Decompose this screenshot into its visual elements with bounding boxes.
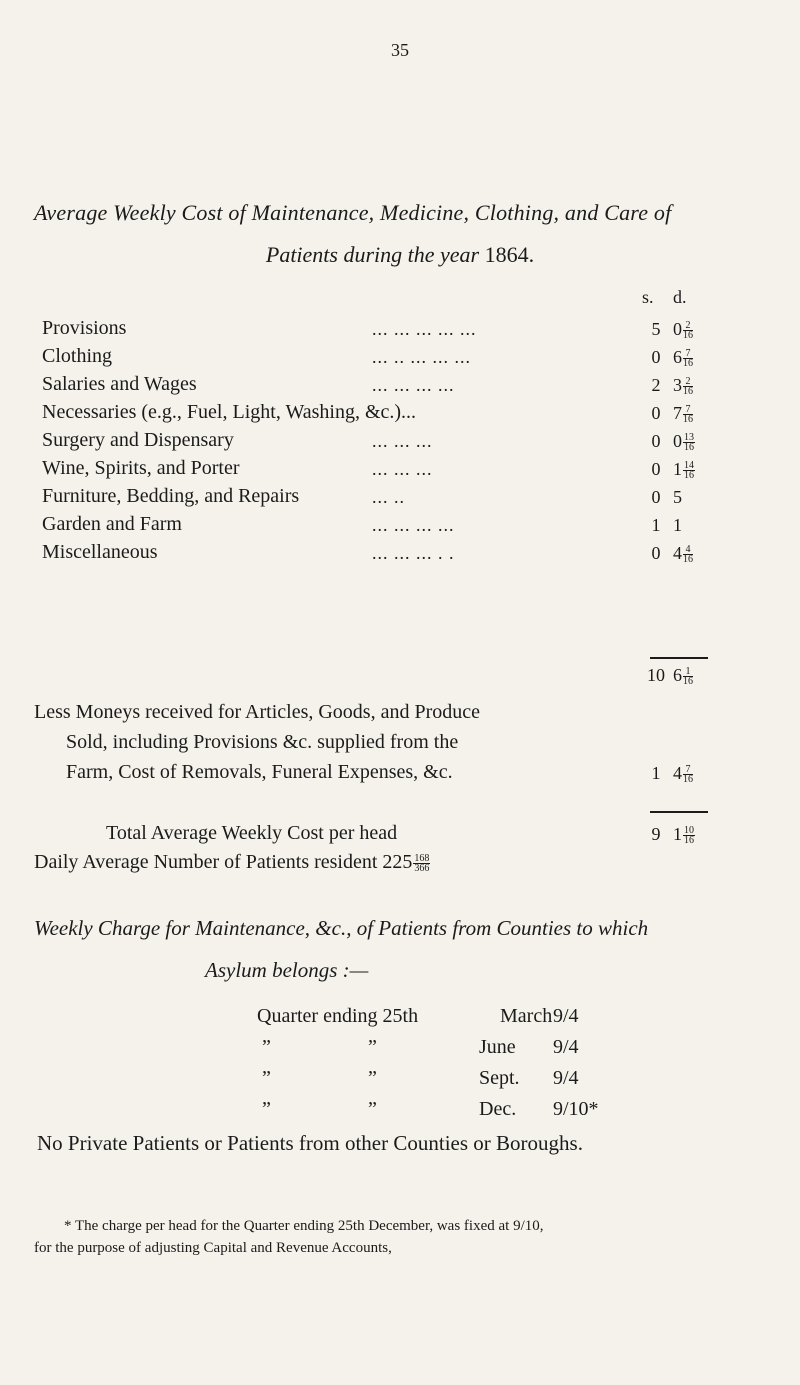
ditto-mark: ” xyxy=(262,1036,271,1058)
item-pence xyxy=(673,319,693,340)
ditto-mark: ” xyxy=(368,1067,377,1089)
fraction-denominator: 16 xyxy=(683,386,693,398)
leader-dots: ... ... ... ... ... xyxy=(372,319,477,339)
no-private-note: No Private Patients or Patients from other Counties or Boroughs. xyxy=(37,1131,583,1155)
less-line2: Sold, including Provisions &c. supplied from the xyxy=(66,731,459,753)
item-pence-fraction xyxy=(683,349,693,368)
item-pence-whole: 3 xyxy=(673,375,682,395)
less-shillings: 1 xyxy=(651,763,661,783)
item-pence-fraction xyxy=(683,461,695,480)
item-shillings: 0 xyxy=(651,459,661,479)
total-rule xyxy=(650,811,708,813)
shillings-header: s. xyxy=(642,287,654,307)
total-shillings: 9 xyxy=(651,824,661,844)
quarter-month: Sept. xyxy=(479,1067,520,1089)
ditto-mark: ” xyxy=(262,1067,271,1089)
fraction-numerator: 7 xyxy=(683,349,693,359)
fraction-denominator: 16 xyxy=(683,554,693,566)
subtotal-pence-fraction xyxy=(683,667,693,686)
weekly-charge-title-line2: Asylum belongs :— xyxy=(205,958,369,982)
leader-dots: ... .. ... ... ... xyxy=(372,347,471,367)
title-line2-text: Patients during the year xyxy=(265,242,480,267)
daily-average xyxy=(34,851,430,874)
fraction-numerator: 10 xyxy=(684,825,694,837)
item-label: Salaries and Wages xyxy=(42,373,197,395)
item-pence-fraction xyxy=(683,377,693,396)
item-pence-whole: 1 xyxy=(673,515,682,535)
fraction-denominator: 16 xyxy=(683,358,693,370)
fraction-denominator: 16 xyxy=(684,470,694,482)
leader-dots: ... .. xyxy=(372,487,405,507)
item-pence-fraction xyxy=(683,321,693,340)
quarter-ending-label: Quarter ending 25th xyxy=(257,1005,419,1027)
item-label: Miscellaneous xyxy=(42,541,158,563)
item-pence xyxy=(673,431,695,452)
leader-dots: ... ... ... ... xyxy=(372,515,455,535)
item-pence xyxy=(673,375,693,396)
quarter-charge: 9/4 xyxy=(553,1036,579,1058)
item-label: Clothing xyxy=(42,345,113,367)
item-pence-fraction xyxy=(683,433,695,452)
less-pence-fraction xyxy=(683,765,693,784)
item-pence xyxy=(673,459,695,480)
fraction-denominator: 16 xyxy=(683,330,693,342)
quarter-month: Dec. xyxy=(479,1098,517,1120)
item-pence-fraction xyxy=(683,545,693,564)
item-label: Provisions xyxy=(42,317,127,339)
item-shillings: 1 xyxy=(651,515,661,535)
fraction-numerator: 13 xyxy=(684,432,694,444)
total-pence-whole: 1 xyxy=(673,824,682,844)
fraction-numerator: 2 xyxy=(683,321,693,331)
item-shillings: 5 xyxy=(651,319,661,339)
leader-dots: ... ... ... xyxy=(372,431,433,451)
item-label: Surgery and Dispensary xyxy=(42,429,234,451)
fraction-numerator: 4 xyxy=(683,545,693,555)
fraction-denominator: 16 xyxy=(683,414,693,426)
item-label: Furniture, Bedding, and Repairs xyxy=(42,485,300,507)
item-pence-whole: 1 xyxy=(673,459,682,479)
less-pence-whole: 4 xyxy=(673,763,682,783)
table-title-line1: Average Weekly Cost of Maintenance, Medicine, Clothing, and Care of xyxy=(34,200,672,225)
item-pence xyxy=(673,515,682,536)
less-line3: Farm, Cost of Removals, Funeral Expenses, &c. xyxy=(66,761,453,783)
ditto-mark: ” xyxy=(368,1098,377,1120)
leader-dots: ... ... ... xyxy=(372,459,433,479)
fraction-numerator: 14 xyxy=(684,460,694,472)
item-pence-whole: 7 xyxy=(673,403,682,423)
daily-average-label: Daily Average Number of Patients resident xyxy=(34,851,378,873)
subtotal-shillings: 10 xyxy=(647,665,665,685)
quarter-charge: 9/4 xyxy=(553,1005,579,1027)
item-pence-whole: 0 xyxy=(673,319,682,339)
fraction-denominator: 16 xyxy=(683,774,693,786)
fraction-numerator: 7 xyxy=(683,765,693,775)
less-line1: Less Moneys received for Articles, Goods, and Produce xyxy=(34,701,480,723)
daily-average-fraction xyxy=(413,854,430,873)
item-label: Wine, Spirits, and Porter xyxy=(42,457,240,479)
daily-average-whole: 225 xyxy=(382,851,413,873)
less-pence xyxy=(673,763,693,784)
fraction-denominator: 16 xyxy=(683,676,693,688)
subtotal-pence xyxy=(673,665,693,686)
item-pence xyxy=(673,487,682,508)
pence-header: d. xyxy=(673,287,687,307)
item-shillings: 0 xyxy=(651,431,661,451)
quarter-month: June xyxy=(479,1036,516,1058)
item-label: Garden and Farm xyxy=(42,513,182,535)
fraction-denominator: 16 xyxy=(684,442,694,454)
ditto-mark: ” xyxy=(262,1098,271,1120)
ditto-mark: ” xyxy=(368,1036,377,1058)
quarter-month: March xyxy=(500,1005,553,1027)
fraction-numerator: 168 xyxy=(414,852,430,864)
footnote-line1: * The charge per head for the Quarter ending 25th December, was fixed at 9/10, xyxy=(64,1218,544,1234)
fraction-numerator: 2 xyxy=(683,377,693,387)
item-pence-whole: 6 xyxy=(673,347,682,367)
item-pence-fraction xyxy=(683,405,693,424)
fraction-numerator: 7 xyxy=(683,405,693,415)
page-number: 35 xyxy=(391,40,409,60)
quarter-charge: 9/10* xyxy=(553,1098,599,1120)
item-pence-whole: 0 xyxy=(673,431,682,451)
item-shillings: 0 xyxy=(651,403,661,423)
title-year: 1864. xyxy=(484,242,535,267)
fraction-numerator: 1 xyxy=(683,667,693,677)
item-label: Necessaries (e.g., Fuel, Light, Washing, &c.)... xyxy=(42,401,417,423)
subtotal-pence-whole: 6 xyxy=(673,665,682,685)
weekly-charge-title-line1: Weekly Charge for Maintenance, &c., of Patients from Counties to which xyxy=(34,916,649,940)
leader-dots: ... ... ... ... xyxy=(372,375,455,395)
item-pence-whole: 4 xyxy=(673,543,682,563)
subtotal-rule xyxy=(650,657,708,659)
item-pence-whole: 5 xyxy=(673,487,682,507)
item-shillings: 2 xyxy=(651,375,661,395)
leader-dots: ... ... ... . . xyxy=(372,543,455,563)
total-pence-fraction xyxy=(683,826,695,845)
item-pence xyxy=(673,347,693,368)
fraction-denominator: 366 xyxy=(414,862,430,874)
item-pence xyxy=(673,403,693,424)
total-label: Total Average Weekly Cost per head xyxy=(106,822,398,844)
quarter-charge: 9/4 xyxy=(553,1067,579,1089)
item-shillings: 0 xyxy=(651,487,661,507)
item-shillings: 0 xyxy=(651,347,661,367)
item-pence xyxy=(673,543,693,564)
item-shillings: 0 xyxy=(651,543,661,563)
footnote-line2: for the purpose of adjusting Capital and Revenue Accounts, xyxy=(34,1240,392,1256)
table-title-line2 xyxy=(0,242,800,268)
fraction-denominator: 16 xyxy=(684,835,694,847)
total-pence xyxy=(673,824,695,845)
